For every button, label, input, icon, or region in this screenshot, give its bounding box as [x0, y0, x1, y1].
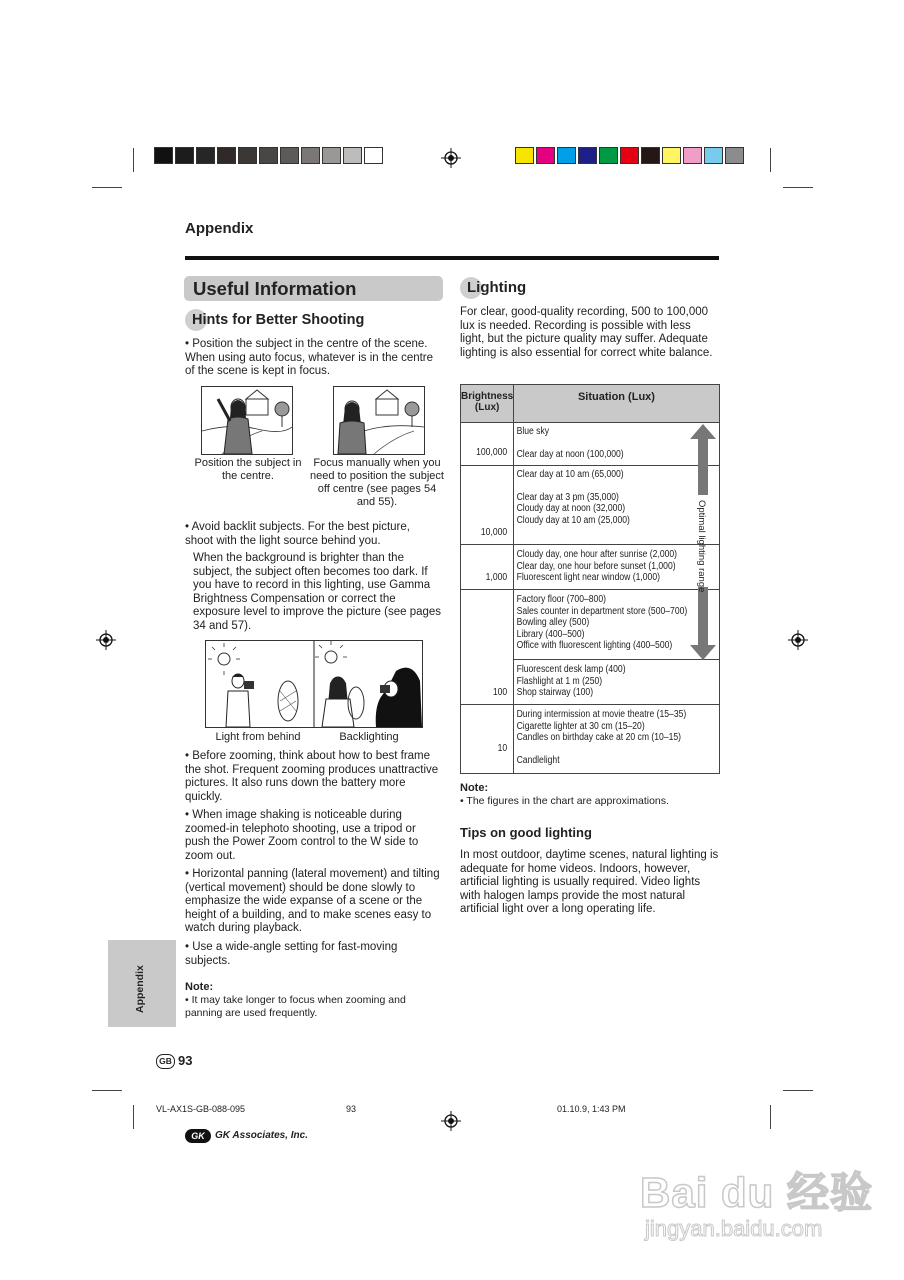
color-swatch [343, 147, 362, 164]
watermark-url: jingyan.baidu.com [645, 1216, 823, 1241]
title-bar [184, 276, 443, 301]
side-tab-label: Appendix [134, 965, 146, 1013]
crop-mark [770, 1105, 771, 1129]
color-swatch [280, 147, 299, 164]
figure-caption: Position the subject in the centre. [194, 457, 302, 482]
lux-cell: 100 [461, 660, 514, 705]
note-label: Note: [185, 981, 214, 993]
crop-mark [783, 1090, 813, 1091]
hint-bullet: • When image shaking is noticeable during zoomed-in telephoto shooting, use a tripod or push the Power Zoom control to the W side to zoom out. [185, 809, 419, 862]
side-tab [108, 940, 176, 1027]
lux-cell: 10 [461, 705, 514, 774]
company-name: GK Associates, Inc. [215, 1130, 308, 1141]
illustration-centered-subject [201, 386, 293, 455]
situation-cell: Clear day at 10 am (65,000) Clear day at 3 pm (35,000) Cloudy day at noon (32,000) Cloudy day at 10 am (25,000) [514, 466, 719, 545]
col-header-brightness: Brightness (Lux) [461, 385, 514, 423]
grayscale-bar [154, 147, 385, 166]
crop-mark [92, 187, 122, 188]
color-swatch [322, 147, 341, 164]
crop-mark [770, 148, 771, 172]
hint-paragraph: When the background is brighter than the subject, the subject often becomes too dark. If you have to record in this lighting, use Gamma Brightness Compensation or correct the exposure level to improve the picture (see pages 34 and 57). [193, 552, 442, 632]
file-name: VL-AX1S-GB-088-095 [156, 1104, 246, 1114]
color-bar [515, 147, 746, 166]
color-swatch [259, 147, 278, 164]
company-logo-icon: GK [185, 1129, 211, 1143]
header-rule [185, 256, 719, 260]
section-header: Appendix [185, 220, 254, 237]
color-swatch [301, 147, 320, 164]
note-text: • The figures in the chart are approximations. [460, 795, 669, 807]
color-swatch [217, 147, 236, 164]
color-swatch [196, 147, 215, 164]
hint-bullet: • Use a wide-angle setting for fast-moving subjects. [185, 941, 398, 967]
page-title: Useful Information [193, 278, 357, 299]
page-number: 93 [178, 1053, 193, 1068]
col-header-situation: Situation (Lux) [514, 385, 719, 423]
lux-cell [461, 590, 514, 660]
situation-cell: Fluorescent desk lamp (400) Flashlight at 1 m (250) Shop stairway (100) [514, 660, 719, 705]
note-label: Note: [460, 782, 489, 794]
registration-target-icon [788, 630, 808, 650]
situation-cell: Cloudy day, one hour after sunrise (2,000) Clear day, one hour before sunset (1,000) Fluorescent light near window (1,000) [514, 545, 719, 590]
color-swatch [536, 147, 555, 164]
illustration-backlighting [205, 640, 423, 728]
color-swatch [620, 147, 639, 164]
color-swatch [725, 147, 744, 164]
color-swatch [641, 147, 660, 164]
tips-heading: Tips on good lighting [460, 825, 592, 840]
color-swatch [578, 147, 597, 164]
color-swatch [662, 147, 681, 164]
color-swatch [238, 147, 257, 164]
color-swatch [683, 147, 702, 164]
lux-cell: 1,000 [461, 545, 514, 590]
tips-text: In most outdoor, daytime scenes, natural lighting is adequate for home videos. Indoors, however, artificial lighting is usually required. Video lights with halogen lamps provide the most natural artificial light over a long operating life. [460, 849, 719, 916]
crop-mark [92, 1090, 122, 1091]
color-swatch [515, 147, 534, 164]
crop-mark [783, 187, 813, 188]
timestamp: 01.10.9, 1:43 PM [557, 1104, 626, 1114]
lux-cell: 10,000 [461, 466, 514, 545]
illustration-off-centre-subject [333, 386, 425, 455]
crop-mark [133, 148, 134, 172]
registration-target-icon [441, 1111, 461, 1131]
hints-heading: Hints for Better Shooting [192, 312, 365, 328]
figure-caption: Backlighting [339, 731, 399, 743]
crop-mark [133, 1105, 134, 1129]
color-swatch [704, 147, 723, 164]
optimal-range-label: Optimal lighting range [696, 500, 707, 593]
situation-cell: Factory floor (700–800) Sales counter in department store (500–700) Bowling alley (500) Library (400–500) Office with fluorescent lighting (400–500) [514, 590, 719, 660]
color-swatch [175, 147, 194, 164]
slug-page: 93 [346, 1104, 357, 1114]
hint-bullet: • Before zooming, think about how to best frame the shot. Frequent zooming produces unattractive pictures. It also runs down the battery more quickly. [185, 750, 439, 803]
lighting-heading: Lighting [467, 279, 527, 296]
gb-badge: GB [156, 1054, 175, 1069]
hint-bullet: • Position the subject in the centre of the scene. When using auto focus, whatever is in the centre of the scene is kept in focus. [185, 338, 434, 378]
color-swatch [364, 147, 383, 164]
note-text: • It may take longer to focus when zooming and panning are used frequently. [185, 994, 406, 1019]
lux-cell: 100,000 [461, 423, 514, 466]
color-swatch [557, 147, 576, 164]
figure-caption: Focus manually when you need to position the subject off centre (see pages 54 and 55). [310, 457, 444, 508]
situation-cell: Blue sky Clear day at noon (100,000) [514, 423, 719, 466]
hint-bullet: • Avoid backlit subjects. For the best picture, shoot with the light source behind you. [185, 521, 410, 547]
registration-target-icon [96, 630, 116, 650]
lighting-intro: For clear, good-quality recording, 500 to 100,000 lux is needed. Recording is possible with less light, but the picture quality may suffer. Adequate lighting is also essential for correct white balance. [460, 306, 713, 359]
watermark-brand: Bai du 经验 [640, 1169, 874, 1216]
color-swatch [154, 147, 173, 164]
lux-table [460, 384, 719, 774]
registration-target-icon [441, 148, 461, 168]
color-swatch [599, 147, 618, 164]
situation-cell: During intermission at movie theatre (15–35) Cigarette lighter at 30 cm (15–20) Candles on birthday cake at 20 cm (10–15) Candlelight [514, 705, 719, 774]
figure-caption: Light from behind [215, 731, 301, 743]
hint-bullet: • Horizontal panning (lateral movement) and tilting (vertical movement) should be done slowly to emphasize the wide expanse of a scene or the height of a building, and to make scenes easy to watch during playback. [185, 868, 440, 935]
